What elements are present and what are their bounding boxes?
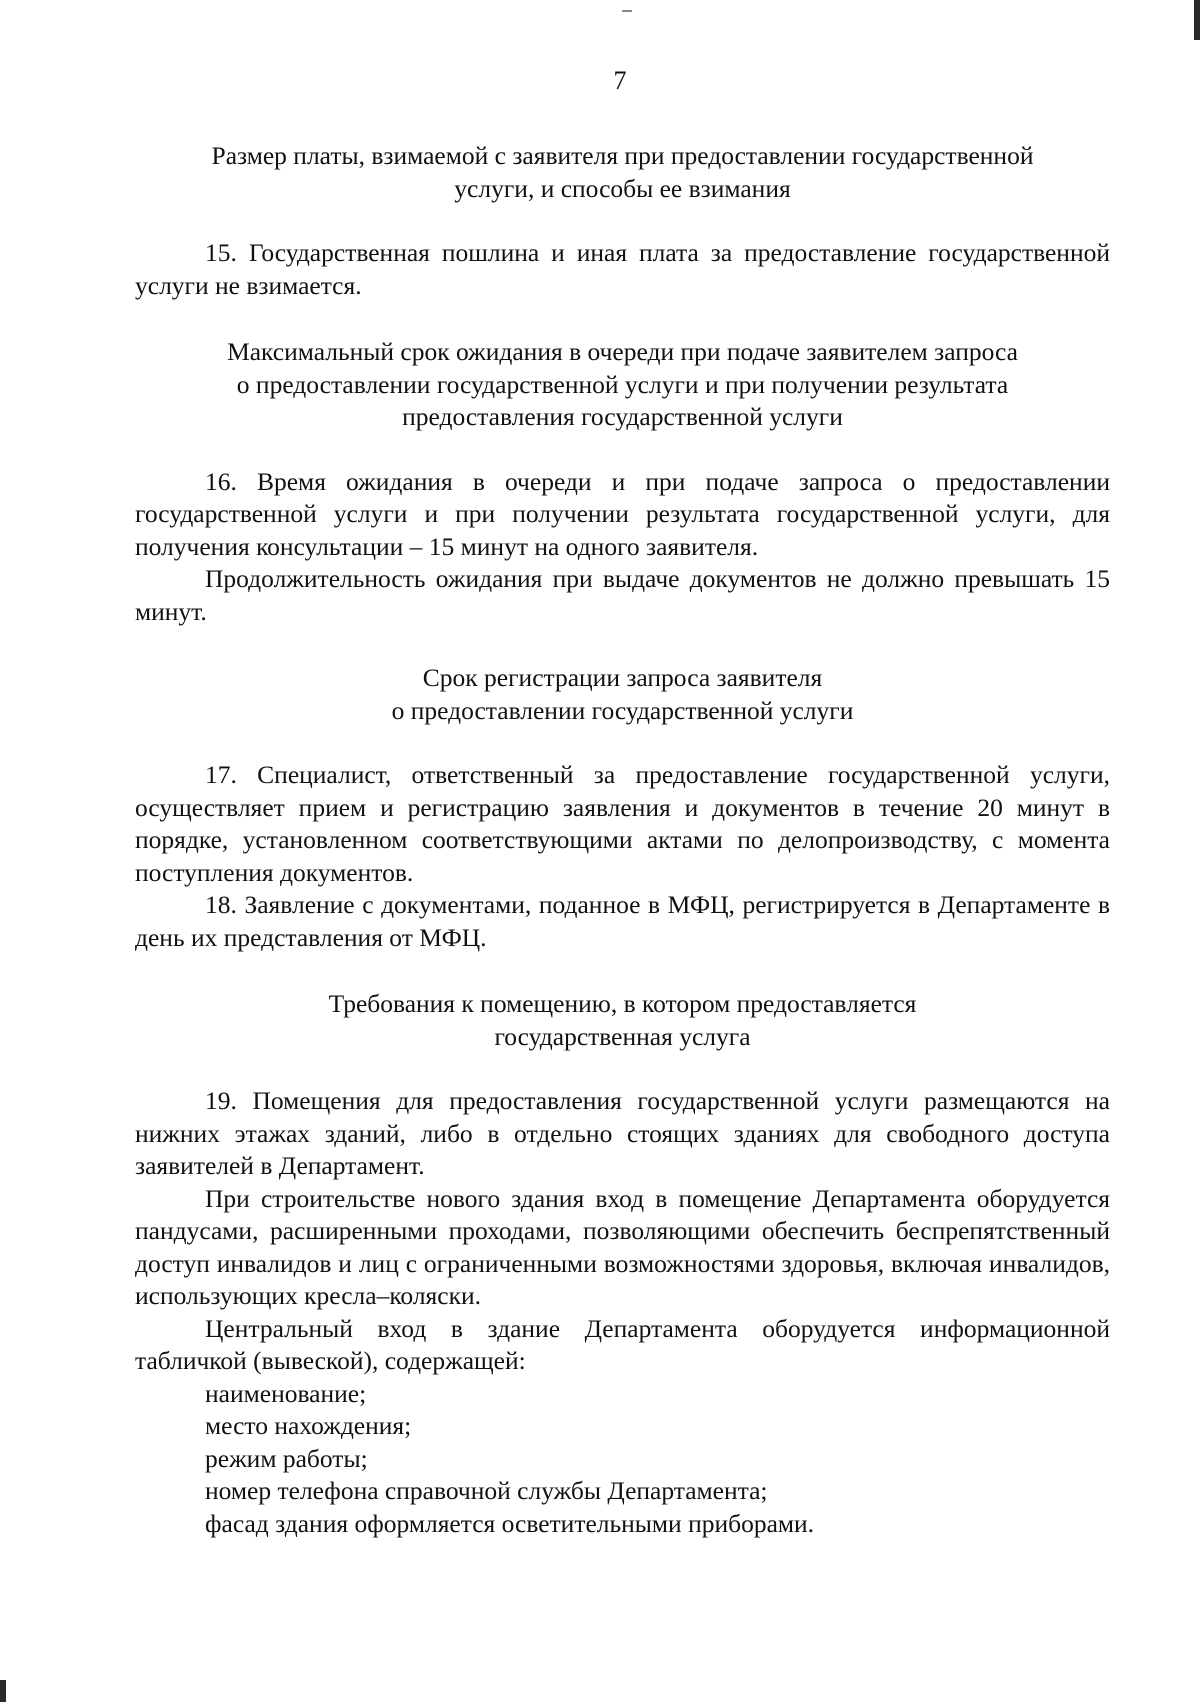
paragraph-17: 17. Специалист, ответственный за предоставление государственной услуги, осуществляет прием и регистрацию заявления и документов в течение 20 минут в порядке, установленном соответствующими актами по делопроизводству, с момента поступления документов.	[135, 760, 1110, 887]
section-heading-premises: Требования к помещению, в котором предоставляется государственная услуга	[328, 989, 917, 1051]
paragraph-19-signage: Центральный вход в здание Департамента оборудуется информационной табличкой (вывеской), содержащей:	[135, 1313, 1110, 1375]
list-item: режим работы;	[205, 1443, 368, 1473]
list-item: номер телефона справочной службы Департамента;	[205, 1476, 768, 1505]
list-item: место нахождения;	[205, 1411, 412, 1440]
scan-edge-mark	[622, 10, 632, 12]
list-item: фасад здания оформляется осветительными приборами.	[205, 1508, 815, 1538]
page-number: 7	[613, 66, 627, 95]
paragraph-19-ramps: При строительстве нового здания вход в помещение Департамента оборудуется пандусами, расширенными проходами, позволяющими обеспечить беспрепятственный доступ инвалидов и лиц с ограниченными возможностями здоровья, включая инвалидов, использующих кресла–коляски.	[135, 1183, 1110, 1310]
scan-edge-mark	[1194, 0, 1200, 40]
paragraph-16: 16. Время ожидания в очереди и при подаче запроса о предоставлении государственной услуги и при получении результата государственной услуги, для получения консультации – 15 минут на одного заявителя.	[135, 466, 1110, 561]
paragraph-18: 18. Заявление с документами, поданное в МФЦ, регистрируется в Департаменте в день их представления от МФЦ.	[135, 890, 1110, 952]
list-item: наименование;	[205, 1378, 367, 1408]
section-heading-waiting-time: Максимальный срок ожидания в очереди при подаче заявителем запроса о предоставлении государственной услуги и при получении результата предоставления государственной услуги	[227, 337, 1018, 431]
paragraph-16-duration: Продолжительность ожидания при выдаче документов не должно превышать 15 минут.	[135, 564, 1110, 626]
paragraph-15: 15. Государственная пошлина и иная плата за предоставление государственной услуги не взимается.	[135, 238, 1110, 300]
document-body	[135, 140, 1110, 1540]
paragraph-19: 19. Помещения для предоставления государственной услуги размещаются на нижних этажах зданий, либо в отдельно стоящих зданиях для свободного доступа заявителей в Департамент.	[135, 1086, 1110, 1180]
section-heading-registration: Срок регистрации запроса заявителя о предоставлении государственной услуги	[391, 663, 854, 725]
scan-edge-mark	[0, 1680, 6, 1702]
section-heading-fee: Размер платы, взимаемой с заявителя при предоставлении государственной услуги, и способы ее взимания	[211, 141, 1034, 203]
